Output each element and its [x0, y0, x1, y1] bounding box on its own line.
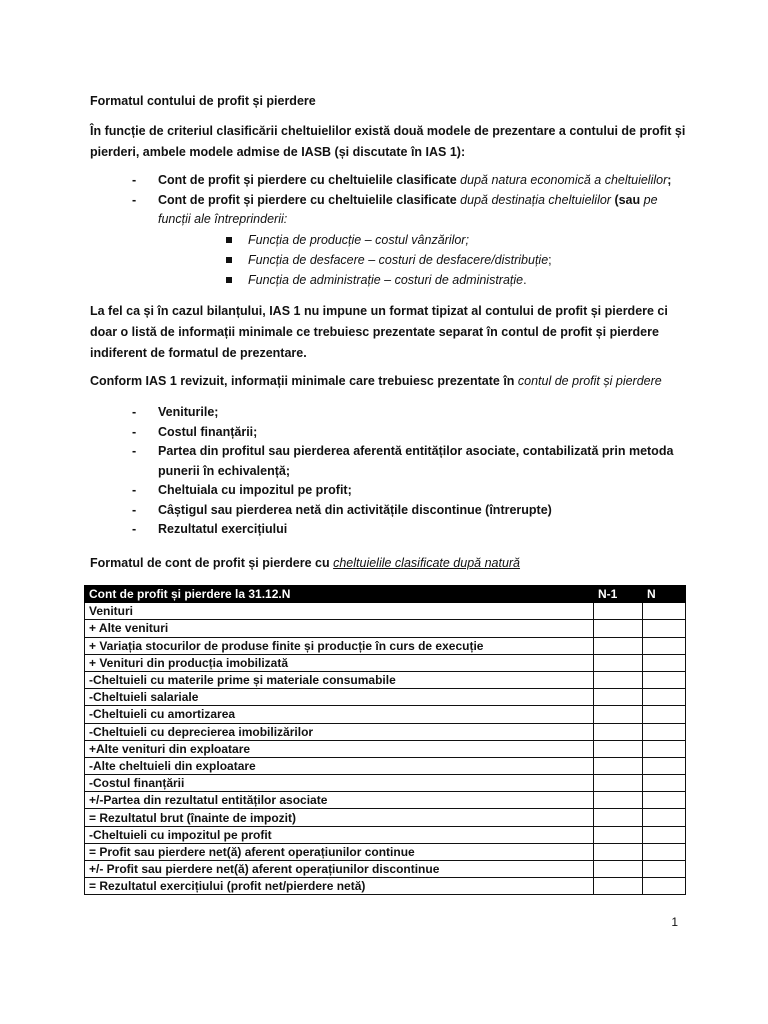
functions-list: [90, 230, 690, 290]
row-label: = Rezultatul brut (înainte de impozit): [85, 809, 594, 826]
table-row: [85, 809, 686, 826]
min-info-item: Partea din profitul sau pierderea aferentă entităților asociate, contabilizată prin metoda punerii în echivalență;: [158, 444, 674, 478]
minimum-info-list: [90, 403, 690, 540]
cell-n: [643, 843, 686, 860]
list-item: [90, 403, 690, 423]
list-item: [90, 423, 690, 443]
table-row: [85, 826, 686, 843]
header-n: N: [643, 586, 686, 603]
table-row: [85, 792, 686, 809]
dash-bullet: -: [132, 483, 137, 497]
cell-n-minus-1: [594, 706, 643, 723]
list-item: [90, 501, 690, 521]
cell-n-minus-1: [594, 620, 643, 637]
list-item: [90, 270, 690, 290]
function-2-tail: ;: [548, 253, 552, 267]
cell-n-minus-1: [594, 603, 643, 620]
row-label: +Alte venituri din exploatare: [85, 740, 594, 757]
dash-bullet: -: [132, 424, 137, 439]
model-2-tail: (sau: [610, 192, 644, 207]
table-row: [85, 654, 686, 671]
row-label: + Alte venituri: [85, 620, 594, 637]
para3-text: Conform IAS 1 revizuit,: [90, 374, 231, 388]
cell-n: [643, 878, 686, 895]
cell-n-minus-1: [594, 723, 643, 740]
row-label: = Rezultatul exercițiului (profit net/pierdere netă): [85, 878, 594, 895]
cell-n-minus-1: [594, 878, 643, 895]
page-number: 1: [671, 915, 678, 929]
cell-n: [643, 637, 686, 654]
model-2-text: Cont de profit și pierdere cu cheltuielile clasificate: [158, 192, 461, 207]
model-2-tail-italic: pe funcții ale întreprinderii:: [158, 192, 658, 226]
para4-text: Formatul de cont de profit și pierdere cu: [90, 556, 334, 570]
model-2-italic: după destinația cheltuielilor: [460, 192, 611, 207]
cell-n: [643, 723, 686, 740]
profit-loss-table: [84, 585, 686, 895]
dash-bullet: -: [132, 444, 137, 458]
section-title: Formatul contului de profit și pierdere: [90, 94, 316, 108]
cell-n-minus-1: [594, 671, 643, 688]
para4-underline: cheltuielile clasificate după natură: [333, 556, 521, 570]
dash-bullet: -: [132, 522, 137, 536]
cell-n: [643, 792, 686, 809]
table-body: [85, 603, 686, 895]
header-account: Cont de profit și pierdere la 31.12.N: [85, 586, 594, 603]
row-label: -Cheltuieli cu deprecierea imobilizărilor: [85, 723, 594, 740]
table-row: [85, 740, 686, 757]
cell-n: [643, 671, 686, 688]
cell-n: [643, 654, 686, 671]
cell-n-minus-1: [594, 861, 643, 878]
model-1-text: Cont de profit și pierdere cu cheltuielile clasificate: [158, 173, 461, 187]
row-label: -Alte cheltuieli din exploatare: [85, 757, 594, 774]
model-1-tail: ;: [667, 173, 672, 187]
cell-n: [643, 826, 686, 843]
min-info-item: Cheltuiala cu impozitul pe profit;: [158, 483, 352, 497]
para3-bold: informații minimale: [231, 374, 346, 388]
paragraph-ias1-format: La fel ca și în cazul bilanțului, IAS 1 nu impune un format tipizat al contului de profit și pierdere ci doar o listă de informații minimale ce trebuiesc prezentate separat în contul de profit și pierdere indiferent de formatul de prezentare.: [90, 304, 668, 360]
cell-n-minus-1: [594, 775, 643, 792]
dash-bullet: -: [132, 192, 137, 207]
square-bullet-icon: [226, 277, 232, 283]
list-item: [90, 171, 690, 191]
cell-n: [643, 809, 686, 826]
function-2: Funcția de desfacere – costuri de desfacere/distribuție: [248, 253, 549, 267]
cell-n-minus-1: [594, 792, 643, 809]
function-3-tail: .: [523, 273, 527, 287]
para3-text2: care trebuiesc prezentate în: [345, 374, 518, 388]
list-item: [90, 230, 690, 250]
cell-n-minus-1: [594, 757, 643, 774]
row-label: -Cheltuieli cu materile prime și materiale consumabile: [85, 671, 594, 688]
min-info-item: Rezultatul exercițiului: [158, 522, 288, 536]
cell-n: [643, 757, 686, 774]
para3-italic: contul de profit și pierdere: [517, 374, 662, 388]
intro-paragraph: În funcție de criteriul clasificării cheltuielilor există două modele de prezentare a contului de profit și pierderi, ambele modele admise de IASB (și discutate în IAS 1):: [90, 124, 686, 159]
row-label: = Profit sau pierdere net(ă) aferent operațiunilor continue: [85, 843, 594, 860]
list-item: [90, 481, 690, 501]
table-row: [85, 603, 686, 620]
table-row: [85, 689, 686, 706]
min-info-item: Costul finanțării;: [158, 424, 258, 439]
header-n-minus-1: N-1: [594, 586, 643, 603]
cell-n: [643, 620, 686, 637]
min-info-item: Câștigul sau pierderea netă din activitățile discontinue (întrerupte): [158, 502, 552, 517]
list-item: [90, 520, 690, 540]
cell-n: [643, 706, 686, 723]
table-row: [85, 723, 686, 740]
list-item: [90, 442, 690, 481]
cell-n: [643, 740, 686, 757]
models-list: [90, 171, 690, 230]
table-row: [85, 637, 686, 654]
model-1-italic: după natura economică a cheltuielilor: [460, 173, 668, 187]
cell-n-minus-1: [594, 740, 643, 757]
row-label: -Costul finanțării: [85, 775, 594, 792]
table-row: [85, 843, 686, 860]
table-row: [85, 775, 686, 792]
function-1: Funcția de producție – costul vânzărilor;: [248, 233, 469, 247]
square-bullet-icon: [226, 257, 232, 263]
table-row: [85, 861, 686, 878]
row-label: Venituri: [85, 603, 594, 620]
row-label: -Cheltuieli cu impozitul pe profit: [85, 826, 594, 843]
table-row: [85, 620, 686, 637]
row-label: + Variația stocurilor de produse finite și producție în curs de execuție: [85, 637, 594, 654]
cell-n: [643, 775, 686, 792]
min-info-item: Veniturile;: [158, 405, 219, 419]
cell-n-minus-1: [594, 654, 643, 671]
dash-bullet: -: [132, 502, 137, 517]
table-row: [85, 878, 686, 895]
paragraph-ias1-minimum: [90, 371, 688, 392]
cell-n-minus-1: [594, 637, 643, 654]
paragraph-format-by-nature: [90, 553, 688, 574]
row-label: -Cheltuieli salariale: [85, 689, 594, 706]
dash-bullet: -: [132, 405, 137, 419]
list-item: [90, 250, 690, 270]
row-label: +/-Partea din rezultatul entităților asociate: [85, 792, 594, 809]
table-row: [85, 757, 686, 774]
list-item: [90, 191, 690, 230]
cell-n: [643, 603, 686, 620]
table-header-row: [85, 586, 686, 603]
cell-n-minus-1: [594, 843, 643, 860]
function-3: Funcția de administrație – costuri de administrație: [248, 273, 524, 287]
row-label: -Cheltuieli cu amortizarea: [85, 706, 594, 723]
table-row: [85, 706, 686, 723]
row-label: + Venituri din producția imobilizată: [85, 654, 594, 671]
square-bullet-icon: [226, 237, 232, 243]
cell-n-minus-1: [594, 689, 643, 706]
cell-n-minus-1: [594, 826, 643, 843]
dash-bullet: -: [132, 173, 137, 187]
cell-n: [643, 861, 686, 878]
cell-n: [643, 689, 686, 706]
cell-n-minus-1: [594, 809, 643, 826]
table-row: [85, 671, 686, 688]
row-label: +/- Profit sau pierdere net(ă) aferent operațiunilor discontinue: [85, 861, 594, 878]
